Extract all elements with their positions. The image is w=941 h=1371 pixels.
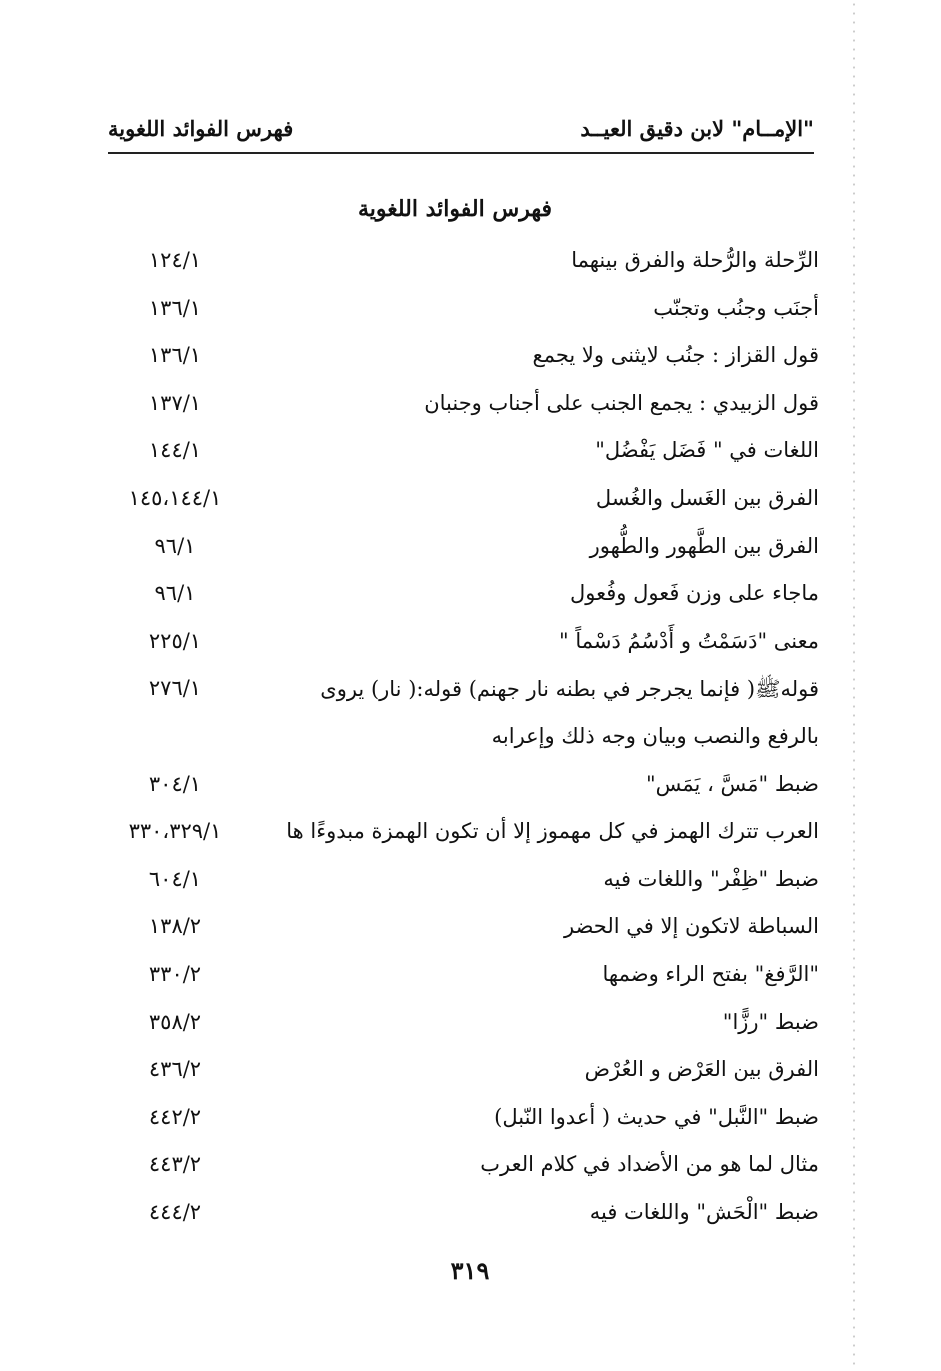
- entry-reference: ٤٣٦/٢: [148, 1057, 202, 1081]
- entry-reference: ٣٣٠/٢: [148, 962, 202, 986]
- page-number: ٣١٩: [450, 1256, 490, 1285]
- index-entry: [0, 914, 941, 954]
- index-entry: [0, 1105, 941, 1145]
- index-entry: [0, 486, 941, 526]
- entry-topic: أجنَب وجنُب وتجنّب: [653, 296, 819, 320]
- entry-topic: قولهﷺ( فإنما يجرجر في بطنه نار جهنم) قوله:( نار) يروى: [320, 677, 819, 701]
- index-entry: [0, 1200, 941, 1240]
- entry-topic: ضبط "مَسَّ ، يَمَس": [645, 772, 819, 796]
- index-entry: [0, 1010, 941, 1050]
- index-entry: [0, 1057, 941, 1097]
- entry-topic: مثال لما هو من الأضداد في كلام العرب: [480, 1152, 819, 1176]
- entry-reference: ٤٤٣/٢: [148, 1152, 202, 1176]
- entry-topic: الفرق بين الغَسل والغُسل: [595, 486, 819, 510]
- entry-topic: الفرق بين العَرْض و العُرْض: [584, 1057, 819, 1081]
- index-entry: [0, 772, 941, 812]
- entry-reference: ٣٣٠،٣٢٩/١: [128, 819, 222, 843]
- index-entry: [0, 296, 941, 336]
- entry-topic: "الرَّفغ" بفتح الراء وضمها: [602, 962, 819, 986]
- index-entry: [0, 1152, 941, 1192]
- entry-reference: ٤٤٢/٢: [148, 1105, 202, 1129]
- entry-topic: ماجاء على وزن فَعول وفُعول: [570, 581, 819, 605]
- entry-reference: ٦٠٤/١: [148, 867, 202, 891]
- index-entry: [0, 581, 941, 621]
- entry-reference: ٩٦/١: [154, 534, 196, 558]
- entry-topic: ضبط "رزًّا": [722, 1010, 819, 1034]
- running-header: [108, 112, 814, 154]
- entry-topic: قول القزاز : جنُب لايثنى ولا يجمع: [532, 343, 819, 367]
- entry-reference: ١٣٦/١: [148, 343, 202, 367]
- header-book-title: "الإمــام" لابن دقيق العيــد: [580, 116, 814, 141]
- entry-topic: الفرق بين الطَّهور والطُّهور: [589, 534, 819, 558]
- index-entry: [0, 391, 941, 431]
- entry-reference: ١٤٤/١: [148, 438, 202, 462]
- index-entry: [0, 534, 941, 574]
- entry-topic: العرب تترك الهمز في كل مهموز إلا أن تكون الهمزة مبدوءًا ها: [286, 819, 819, 843]
- entry-reference: ١٤٥،١٤٤/١: [128, 486, 222, 510]
- entry-reference: ٣٥٨/٢: [148, 1010, 202, 1034]
- section-title: فهرس الفوائد اللغوية: [357, 196, 553, 222]
- entry-reference: ٢٧٦/١: [148, 676, 202, 700]
- entry-topic: ضبط "النَّبل" في حديث ( أعدوا النّبل): [494, 1105, 819, 1129]
- header-section-name: فهرس الفوائد اللغوية: [108, 116, 294, 141]
- entry-reference: ١٣٨/٢: [148, 914, 202, 938]
- entry-topic: اللغات في " فَضَل يَفْضُل": [595, 438, 819, 462]
- index-entry: [0, 962, 941, 1002]
- entry-topic: بالرفع والنصب وبيان وجه ذلك وإعرابه: [491, 724, 819, 748]
- index-entry: [0, 819, 941, 859]
- entry-topic: معنى "دَسَمْتُ و أَدْسُمُ دَسْماً ": [558, 629, 819, 653]
- entry-reference: ٤٤٤/٢: [148, 1200, 202, 1224]
- entry-topic: ضبط "ظِفْر" واللغات فيه: [603, 867, 819, 891]
- entry-topic: السباطة لاتكون إلا في الحضر: [563, 914, 819, 938]
- entry-topic: قول الزبيدي : يجمع الجنب على أجناب وجنبان: [424, 391, 819, 415]
- entry-reference: ١٢٤/١: [148, 248, 202, 272]
- index-entry: [0, 343, 941, 383]
- index-entry: [0, 438, 941, 478]
- entry-reference: ٢٢٥/١: [148, 629, 202, 653]
- entry-reference: ٩٦/١: [154, 581, 196, 605]
- entry-topic: ضبط "الْحَش" واللغات فيه: [589, 1200, 819, 1224]
- entry-reference: ١٣٦/١: [148, 296, 202, 320]
- index-entry: [0, 676, 941, 716]
- index-entry: [0, 867, 941, 907]
- index-entry: [0, 248, 941, 288]
- entry-reference: ٣٠٤/١: [148, 772, 202, 796]
- entry-reference: ١٣٧/١: [148, 391, 202, 415]
- index-entry: [0, 724, 941, 764]
- entry-topic: الرِّحلة والرُّحلة والفرق بينهما: [571, 248, 819, 272]
- index-entry: [0, 629, 941, 669]
